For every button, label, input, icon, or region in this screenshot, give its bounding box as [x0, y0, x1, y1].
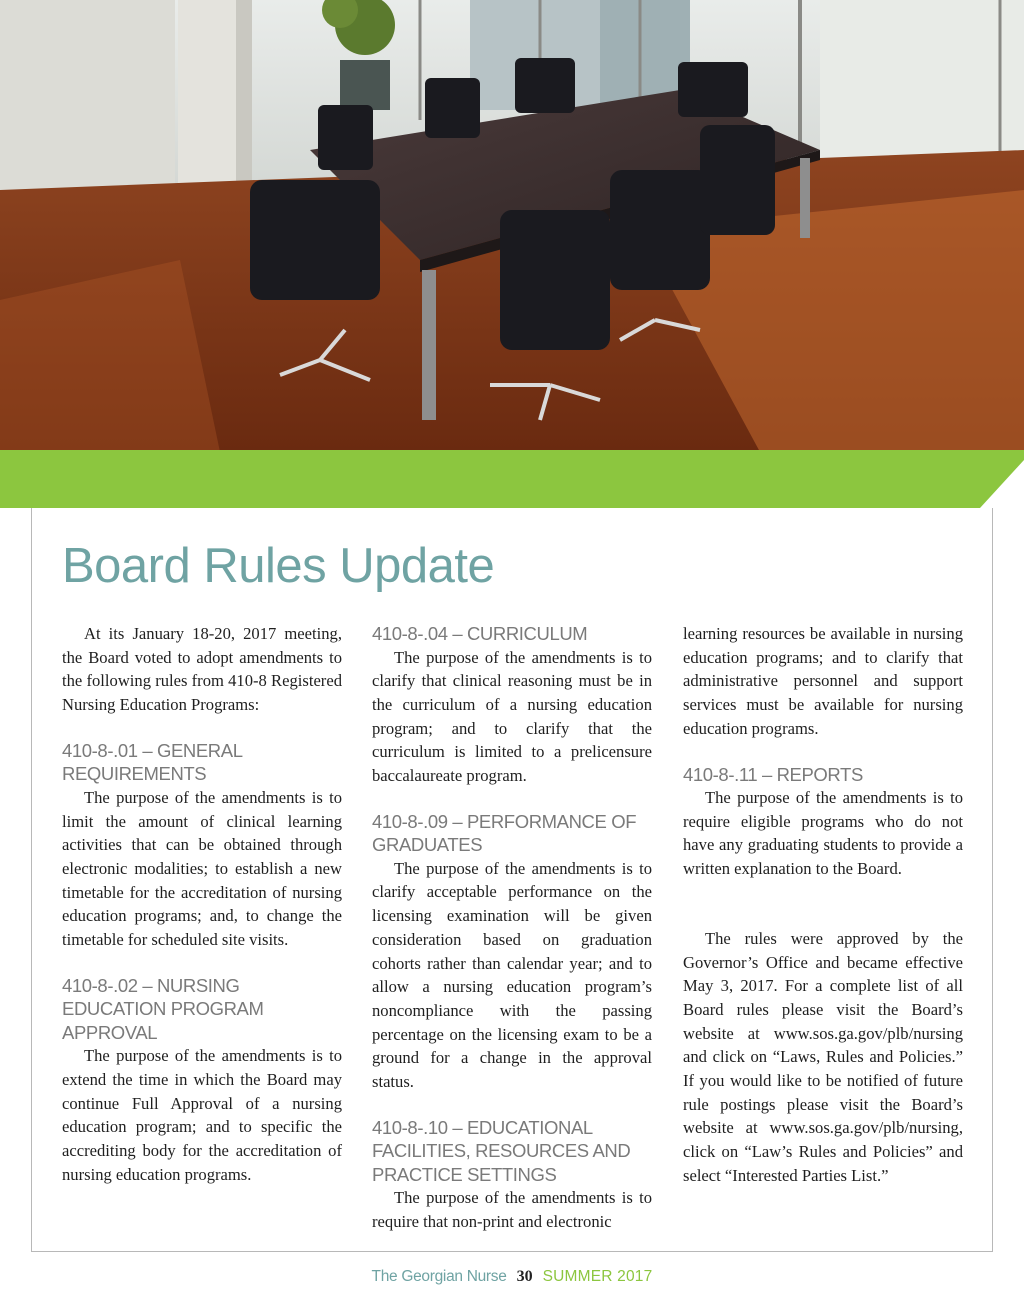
magazine-name: The Georgian Nurse [371, 1268, 507, 1285]
issue-label: SUMMER 2017 [542, 1268, 653, 1285]
column-1 [62, 622, 342, 1186]
article-title: Board Rules Update [62, 539, 495, 593]
section-heading: 410-8-.09 – PERFORMANCE OF GRADUATES [372, 810, 637, 856]
section-body-continued: learning resources be available in nursing education programs; and to clarify that administrative personnel and support services must be available for nursing education programs. [683, 624, 963, 738]
section-body: The purpose of the amendments is to extend the time in which the Board may continue Full Approval of a nursing education program; and to specific the accrediting body for the accreditation of nursing education programs. [62, 1046, 342, 1184]
conference-room-photo [0, 0, 1024, 452]
section-heading: 410-8-.11 – REPORTS [683, 763, 863, 785]
section-body: The purpose of the amendments is to require that non-print and electronic [372, 1188, 652, 1231]
green-accent-band [0, 450, 1024, 510]
section-body: The purpose of the amendments is to clarify that clinical reasoning must be in the curriculum of a nursing education program; and to clarify that the curriculum is limited to a prelicensure baccalaureate program. [372, 647, 652, 786]
section-body: The purpose of the amendments is to require eligible programs who do not have any graduating students to provide a written explanation to the Board. [683, 788, 963, 879]
section-heading: 410-8-.02 – NURSING EDUCATION PROGRAM APPROVAL [62, 974, 264, 1043]
column-3 [683, 622, 963, 1188]
section-body: The purpose of the amendments is to limit the amount of clinical learning activities that can be obtained through electronic modalities; to establish a new timetable for the accreditation of nursing education programs; and, to change the timetable for scheduled site visits. [62, 787, 342, 950]
section-heading: 410-8-.10 – EDUCATIONAL FACILITIES, RESOURCES AND PRACTICE SETTINGS [372, 1116, 631, 1185]
section-heading: 410-8-.04 – CURRICULUM [372, 623, 588, 644]
page-number: 30 [516, 1268, 533, 1285]
column-2 [372, 622, 652, 1234]
conference-room-illustration [0, 0, 1024, 452]
section-heading: 410-8-.01 – GENERAL REQUIREMENTS [62, 739, 242, 785]
intro-paragraph: At its January 18-20, 2017 meeting, the Board voted to adopt amendments to the following rules from 410-8 Registered Nursing Education Programs: [62, 624, 342, 715]
closing-paragraph: The rules were approved by the Governor’s Office and became effective May 3, 2017. For a complete list of all Board rules please visit the Board’s website at www.sos.ga.gov/plb/nursing and click on “Laws, Rules and Policies.” If you would like to be notified of future rule postings please visit the Board’s website at www.sos.ga.gov/plb/nursing, click on “Law’s Rules and Policies” and select “Interested Parties List.” [683, 928, 963, 1185]
section-body: The purpose of the amendments is to clarify acceptable performance on the licensing examination will be given consideration based on graduation cohorts rather than calendar year; and to allow a nursing education program’s noncompliance with the passing percentage on the licensing exam to be a ground for a change in the approval status. [372, 858, 652, 1092]
page-footer [0, 1268, 1024, 1286]
